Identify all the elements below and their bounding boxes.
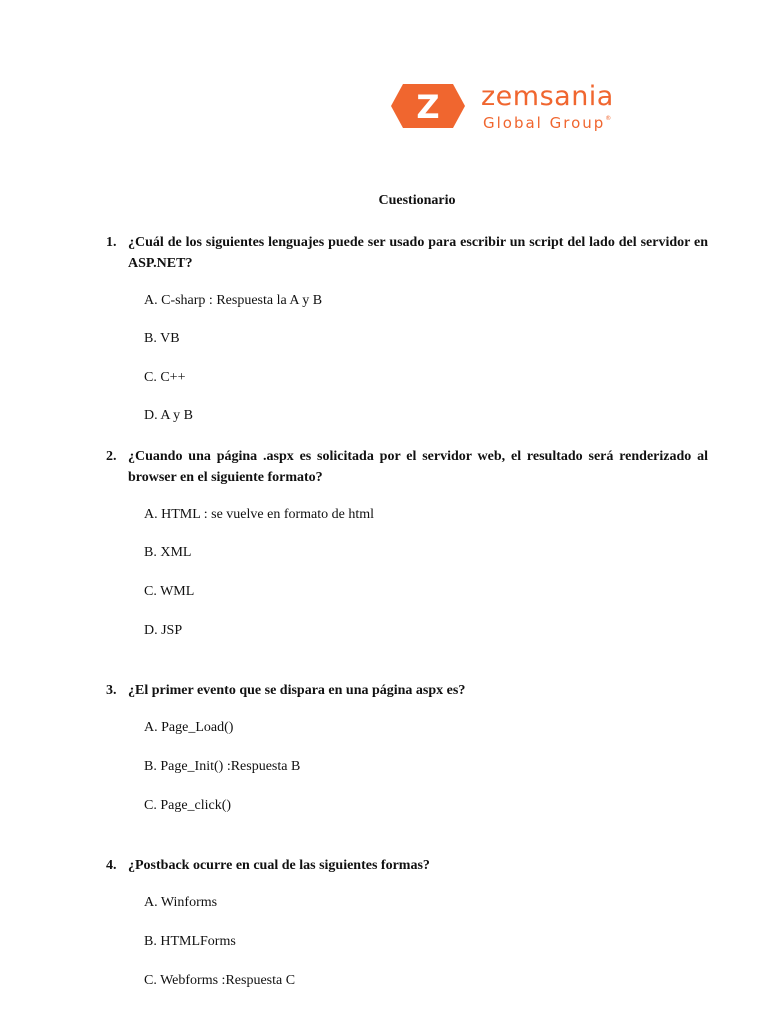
question-2 <box>106 446 708 488</box>
question-number: 4. <box>106 858 117 873</box>
answer-option: C. Webforms :Respuesta C <box>144 973 296 988</box>
answer-option: A. HTML : se vuelve en formato de html <box>144 507 375 522</box>
question-1 <box>106 232 708 274</box>
svg-text:Z: Z <box>416 88 440 126</box>
answer-option: B. VB <box>144 331 180 346</box>
logo-subtitle: Global Group® <box>483 114 612 132</box>
question-text: ¿Postback ocurre en cual de las siguientes formas? <box>128 858 430 873</box>
question-number: 2. <box>106 449 117 464</box>
company-logo <box>389 82 669 132</box>
answer-option: A. C-sharp : Respuesta la A y B <box>144 293 323 308</box>
question-3 <box>106 680 708 701</box>
answer-option: B. Page_Init() :Respuesta B <box>144 759 301 774</box>
question-number: 3. <box>106 683 117 698</box>
question-text: ¿Cuando una página .aspx es solicitada por el servidor web, el resultado será renderizado al browser en el siguiente formato? <box>128 449 708 485</box>
document-title: Cuestionario <box>378 193 456 208</box>
answer-option: C. Page_click() <box>144 798 232 813</box>
zemsania-logo-icon <box>389 82 467 130</box>
question-text: ¿El primer evento que se dispara en una página aspx es? <box>128 683 466 698</box>
answer-option: C. C++ <box>144 370 186 385</box>
registered-mark: ® <box>605 115 612 122</box>
answer-option: A. Page_Load() <box>144 720 234 735</box>
answer-option: D. A y B <box>144 408 194 423</box>
answer-option: B. HTMLForms <box>144 934 236 949</box>
answer-option: A. Winforms <box>144 895 218 910</box>
question-number: 1. <box>106 235 117 250</box>
answer-option: C. WML <box>144 584 195 599</box>
question-text: ¿Cuál de los siguientes lenguajes puede ser usado para escribir un script del lado del servidor en ASP.NET? <box>128 235 708 271</box>
logo-name: zemsania <box>481 81 614 112</box>
answer-option: B. XML <box>144 545 192 560</box>
answer-option: D. JSP <box>144 623 183 638</box>
question-4 <box>106 855 708 876</box>
